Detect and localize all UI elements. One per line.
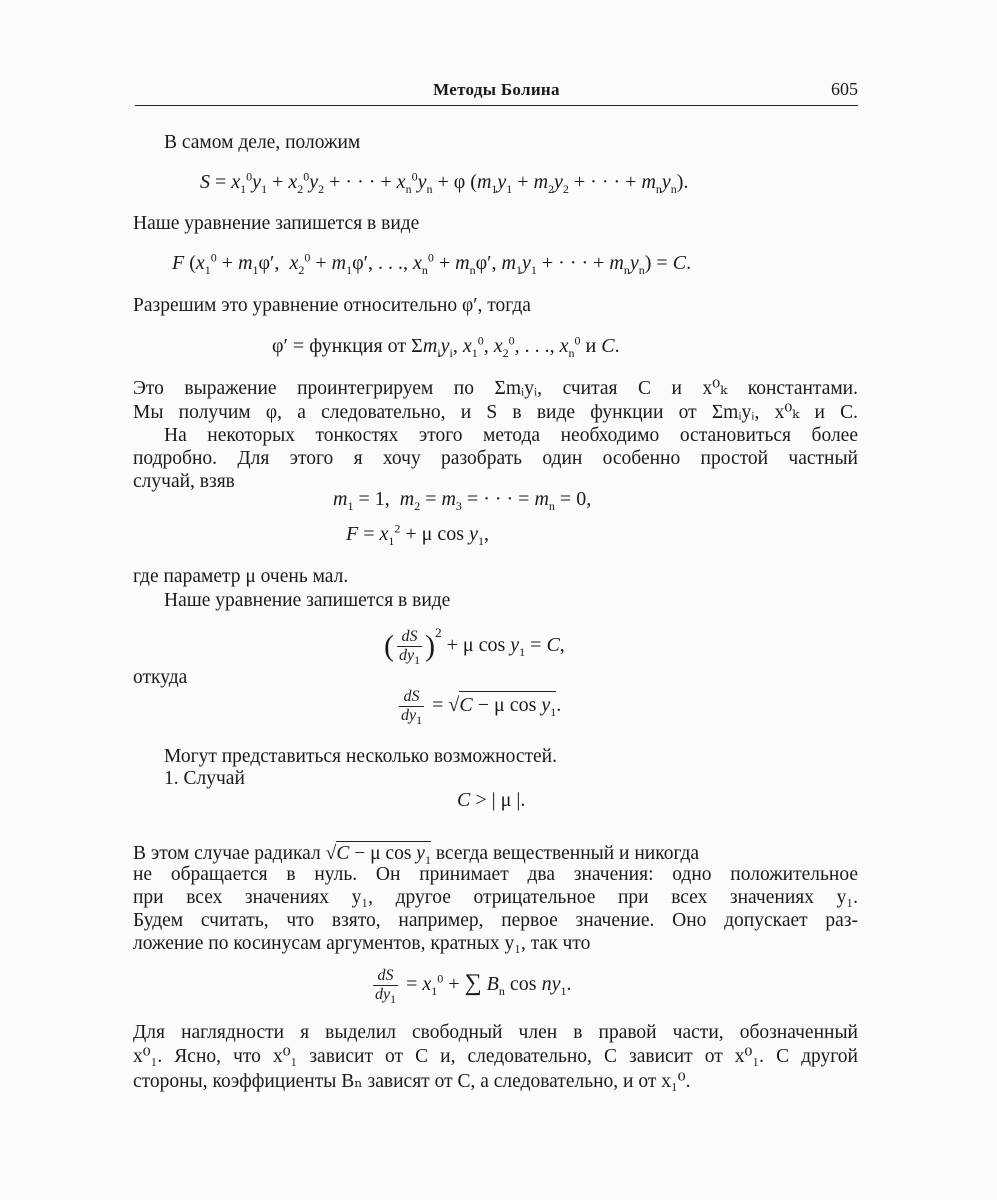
paragraph-line: В этом случае радикал √C − μ $\cos y_1$ всегда вещественный и никогда <box>133 843 700 867</box>
formula-squared-derivative: ( $\frac{dS}{dy_1}$ )$^2$ + μ $\cos y_1 = C$, <box>384 625 565 668</box>
paragraph-line: Могут представиться несколько возможностей. <box>164 746 557 767</box>
paragraph-line: стороны, коэффициенты Bₙ зависят от C, а следовательно, и от x₁⁰. <box>133 1071 691 1092</box>
page-number: 605 <box>831 79 858 99</box>
paragraph-line: случай, взяв <box>133 471 235 492</box>
paragraph-line: откуда <box>133 667 188 688</box>
paragraph-line: не обращается в нуль. Он принимает два значения: одно положительное <box>133 864 858 885</box>
formula-phi-prime: φ′ = функция от $\Sigma m_iy_i$, $x_1^0$, $x_2^0$, . . ., $x_n^0$ и C. <box>272 333 620 360</box>
paragraph-line: при всех значениях y₁, другое отрицательное при всех значениях y₁. <box>133 887 858 908</box>
formula-m-values: $m_1 = 1$, $m_2 = m_3$ = · · · = $m_n = 0$, <box>333 488 592 513</box>
formula-fourier-expansion: $\frac{dS}{dy_1}$ = $x_1^0$ + ∑ $B_n$ $\cos ny_1$. <box>375 967 572 1007</box>
paragraph-line: ложение по косинусам аргументов, кратных y₁, так что <box>133 933 591 954</box>
paragraph-line: подробно. Для этого я хочу разобрать один особенно простой частный <box>133 448 858 469</box>
paragraph-line: На некоторых тонкостях этого метода необходимо остановиться более <box>164 425 858 446</box>
formula-case-condition: C > | μ |. <box>457 789 526 811</box>
formula-equation-f: F ($x_1^0 + m_1\varphi'$, $x_2^0 + m_1\varphi'$, . . ., $x_n^0 + m_n\varphi'$, $m_1y_1$ + · · · + $m_ny_n) = C$. <box>172 250 692 277</box>
paragraph-line: Это выражение проинтегрируем по Σmᵢyᵢ, считая C и x⁰ₖ константами. <box>133 378 858 399</box>
paragraph-line: В самом деле, положим <box>164 132 361 153</box>
paragraph-line: Наше уравнение запишется в виде <box>133 213 420 234</box>
paragraph-line: Для наглядности я выделил свободный член в правой части, обозначенный <box>133 1022 858 1043</box>
formula-s-definition: $S = x_1^0y_1 + x_2^0y_2$ + · · · + $x_n^0y_n + \varphi$ ($m_1y_1 + m_2y_2$ + · · · + $m_ny_n$). <box>200 169 689 196</box>
running-header <box>135 78 858 102</box>
formula-root-derivative: $\frac{dS}{dy_1}$ = √C − μ $\cos y_1$. <box>401 688 562 728</box>
paragraph-line: Разрешим это уравнение относительно φ′, тогда <box>133 295 531 316</box>
paragraph-line: где параметр μ очень мал. <box>133 566 349 587</box>
formula-f-special: $F = x_1^2 + \mu$ $\cos y_1$, <box>346 521 489 548</box>
running-title: Методы Болина <box>433 80 560 99</box>
paragraph-line: x⁰₁. Ясно, что x⁰₁ зависит от C и, следовательно, C зависит от x⁰₁. С другой <box>133 1046 858 1067</box>
paragraph-line: Мы получим φ, а следовательно, и S в виде функции от Σmᵢyᵢ, x⁰ₖ и C. <box>133 402 858 423</box>
header-rule <box>135 105 858 106</box>
paragraph-line: 1. Случай <box>164 768 245 789</box>
paragraph-line: Будем считать, что взято, например, первое значение. Оно допускает раз- <box>133 910 858 931</box>
paragraph-line-tail: всегда вещественный и никогда <box>435 843 700 864</box>
paragraph-line: Наше уравнение запишется в виде <box>164 590 451 611</box>
